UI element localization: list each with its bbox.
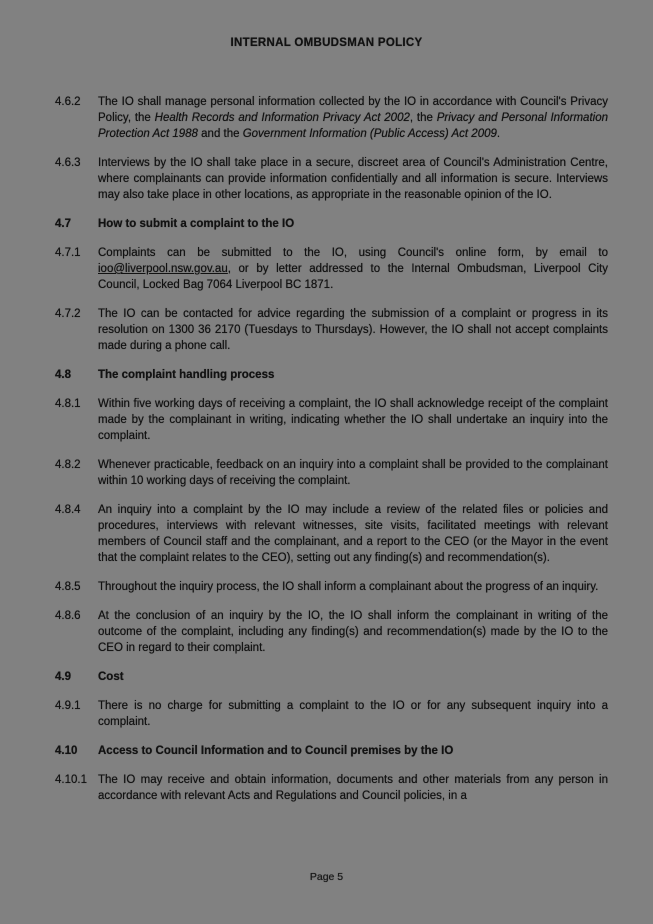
text-segment: , or by letter addressed to the Internal Ombudsman, Liverpool City Council, Locked Bag 7064 Liverpool BC 1871. <box>98 263 608 291</box>
clause-row <box>55 306 608 354</box>
text-segment: Interviews by the IO shall take place in a secure, discreet area of Council's Administration Centre, where complainants can provide information confidentially and all information is secure. Interviews may also take place in other locations, as appropriate in the reasonable opinion of the IO. <box>98 157 608 201</box>
clause-text <box>98 698 608 730</box>
section-number: 4.10 <box>55 745 78 757</box>
clause-row <box>55 155 608 203</box>
section-heading-text <box>98 216 608 232</box>
text-segment: The IO shall manage personal information collected by the IO in accordance with Council's Privacy Policy, the <box>98 96 608 124</box>
email-link[interactable]: ioo@liverpool.nsw.gov.au <box>98 263 228 275</box>
section-number: 4.9.1 <box>55 700 81 712</box>
clause-text <box>98 306 608 354</box>
clause-text <box>98 94 608 142</box>
text-segment: The complaint handling process <box>98 369 275 381</box>
clause-row <box>55 579 608 595</box>
clause-row <box>55 245 608 293</box>
text-segment: Throughout the inquiry process, the IO shall inform a complainant about the progress of an inquiry. <box>98 581 599 593</box>
clause-text <box>98 245 608 293</box>
act-title-italic: Privacy and Personal Information Protection Act 1988 <box>98 112 608 140</box>
section-number: 4.8.2 <box>55 459 81 471</box>
clause-text <box>98 579 608 595</box>
clause-row <box>55 457 608 489</box>
text-segment: How to submit a complaint to the IO <box>98 218 295 230</box>
section-heading-row <box>55 367 608 383</box>
clause-row <box>55 698 608 730</box>
clause-text <box>98 502 608 566</box>
section-number: 4.8 <box>55 369 71 381</box>
clause-text <box>98 608 608 656</box>
text-segment: Whenever practicable, feedback on an inquiry into a complaint shall be provided to the complainant within 10 working days of receiving the complaint. <box>98 459 608 487</box>
text-segment: Access to Council Information and to Council premises by the IO <box>98 745 454 757</box>
section-number: 4.6.3 <box>55 157 81 169</box>
section-heading-text <box>98 743 608 759</box>
text-segment: There is no charge for submitting a complaint to the IO or for any subsequent inquiry into a complaint. <box>98 700 608 728</box>
text-segment: An inquiry into a complaint by the IO may include a review of the related files or policies and procedures, interviews with relevant witnesses, site visits, facilitated meetings with relevant members of Council staff and the complainant, and a report to the CEO (or the Mayor in the event that the complaint relates to the CEO), setting out any finding(s) and recommendation(s). <box>98 504 608 564</box>
act-title-italic: Government Information (Public Access) Act 2009 <box>242 128 497 140</box>
section-number: 4.10.1 <box>55 774 87 786</box>
section-heading-row <box>55 743 608 759</box>
clause-row <box>55 772 608 804</box>
text-segment: Cost <box>98 671 124 683</box>
section-number: 4.7.1 <box>55 247 81 259</box>
clause-row <box>55 502 608 566</box>
document-title: INTERNAL OMBUDSMAN POLICY <box>230 37 423 49</box>
section-heading-row <box>55 669 608 685</box>
clause-row <box>55 396 608 444</box>
section-number: 4.7.2 <box>55 308 81 320</box>
page-number: Page 5 <box>309 871 344 883</box>
clause-text <box>98 772 608 804</box>
clause-row <box>55 608 608 656</box>
section-heading-text <box>98 367 608 383</box>
document-content <box>55 94 608 817</box>
text-segment: The IO can be contacted for advice regarding the submission of a complaint or progress in its resolution on 1300 36 2170 (Tuesdays to Thursdays). However, the IO shall not accept complaints made during a phone call. <box>98 308 608 352</box>
clause-text <box>98 396 608 444</box>
act-title-italic: Health Records and Information Privacy Act 2002 <box>154 112 410 124</box>
clause-row <box>55 94 608 142</box>
section-heading-row <box>55 216 608 232</box>
text-segment: Complaints can be submitted to the IO, using Council's online form, by email to <box>98 247 608 259</box>
section-number: 4.8.6 <box>55 610 81 622</box>
text-segment: The IO may receive and obtain information, documents and other materials from any person in accordance with relevant Acts and Regulations and Council policies, in a <box>98 774 608 802</box>
text-segment: , the <box>409 112 437 124</box>
section-heading-text <box>98 669 608 685</box>
section-number: 4.8.4 <box>55 504 81 516</box>
section-number: 4.8.5 <box>55 581 81 593</box>
text-segment: and the <box>197 128 243 140</box>
section-number: 4.8.1 <box>55 398 81 410</box>
clause-text <box>98 155 608 203</box>
text-segment: Within five working days of receiving a complaint, the IO shall acknowledge receipt of the complaint made by the complainant in writing, indicating whether the IO shall undertake an inquiry into the complaint. <box>98 398 608 442</box>
section-number: 4.6.2 <box>55 96 81 108</box>
text-segment: . <box>496 128 501 140</box>
section-number: 4.7 <box>55 218 71 230</box>
text-segment: At the conclusion of an inquiry by the IO, the IO shall inform the complainant in writing of the outcome of the complaint, including any finding(s) and recommendation(s) made by the IO to the CEO in regard to their complaint. <box>98 610 608 654</box>
clause-text <box>98 457 608 489</box>
section-number: 4.9 <box>55 671 71 683</box>
